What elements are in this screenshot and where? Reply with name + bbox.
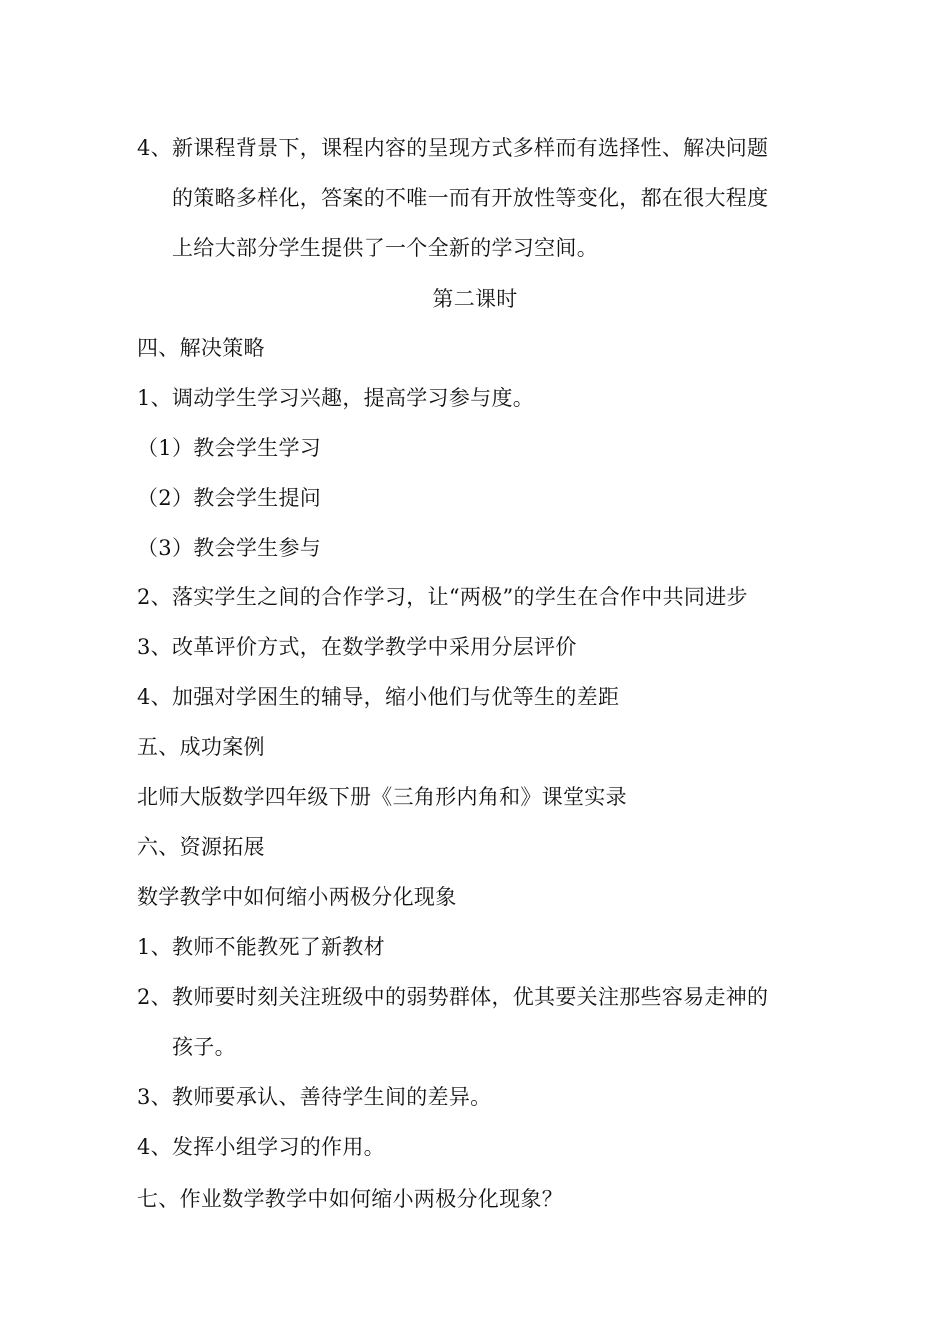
- section6-title: 六、资源拓展: [137, 835, 265, 859]
- s6-item1: 1、教师不能教死了新教材: [137, 935, 385, 959]
- item4-line3: 上给大部分学生提供了一个全新的学习空间。: [172, 236, 598, 260]
- s6-item2-line1: 2、教师要时刻关注班级中的弱势群体，优其要关注那些容易走神的: [137, 985, 769, 1009]
- s4-sub1: （1）教会学生学习: [137, 436, 322, 460]
- s6-heading: 数学教学中如何缩小两极分化现象: [137, 885, 457, 909]
- s6-item2-line2: 孩子。: [172, 1035, 236, 1059]
- s4-sub3: （3）教会学生参与: [137, 536, 322, 560]
- s4-item1: 1、调动学生学习兴趣，提高学习参与度。: [137, 386, 535, 410]
- s4-item4: 4、加强对学困生的辅导，缩小他们与优等生的差距: [137, 685, 620, 709]
- item4-line1: 4、新课程背景下，课程内容的呈现方式多样而有选择性、解决问题: [137, 136, 769, 160]
- s4-sub2: （2）教会学生提问: [137, 486, 322, 510]
- lesson-title: 第二课时: [432, 287, 518, 311]
- s5-text: 北师大版数学四年级下册《三角形内角和》课堂实录: [137, 785, 627, 809]
- s6-item4: 4、发挥小组学习的作用。: [137, 1135, 385, 1159]
- section7-title: 七、作业数学教学中如何缩小两极分化现象？: [137, 1187, 563, 1211]
- s4-item3: 3、改革评价方式，在数学教学中采用分层评价: [137, 635, 577, 659]
- s6-item3: 3、教师要承认、善待学生间的差异。: [137, 1085, 492, 1109]
- item4-line2: 的策略多样化，答案的不唯一而有开放性等变化，都在很大程度: [172, 186, 769, 210]
- s4-item2: 2、落实学生之间的合作学习，让“两极”的学生在合作中共同进步: [137, 585, 748, 609]
- section5-title: 五、成功案例: [137, 735, 265, 759]
- section4-title: 四、解决策略: [137, 336, 265, 360]
